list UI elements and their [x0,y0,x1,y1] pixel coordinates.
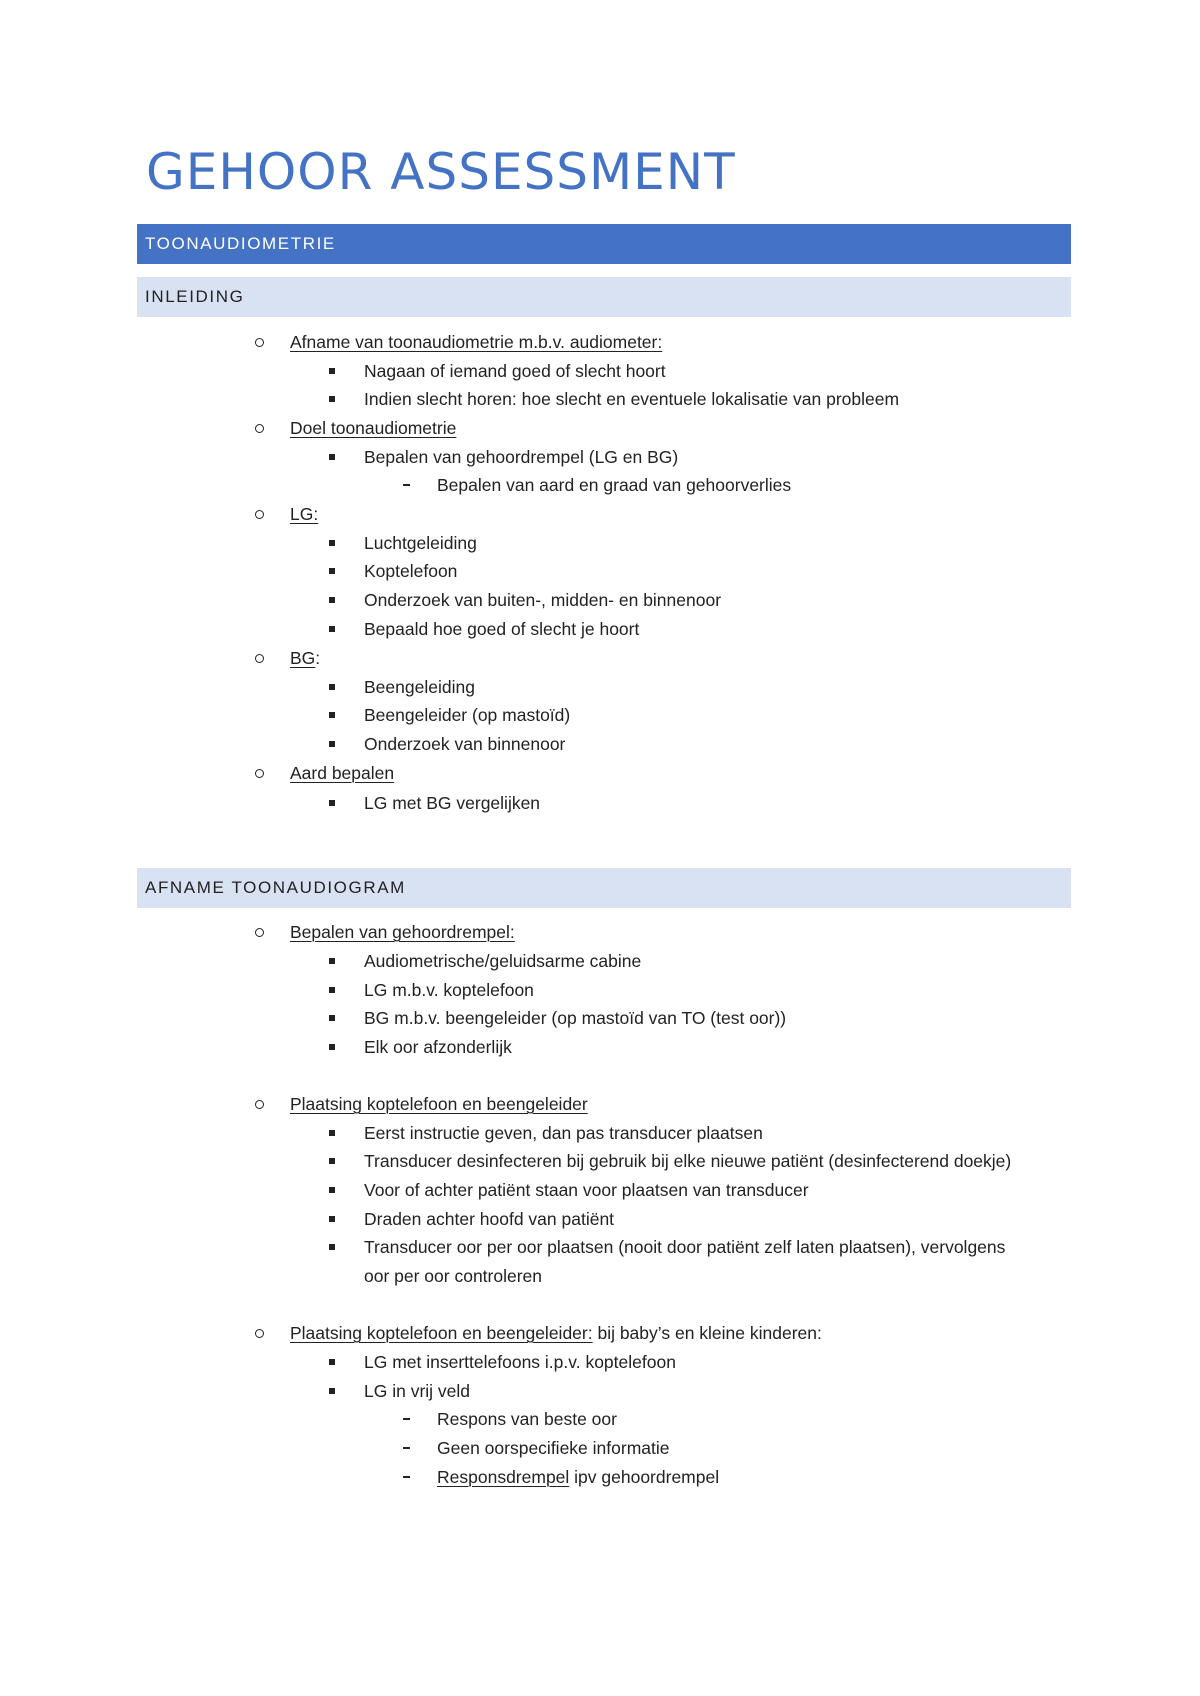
list-item-label: Plaatsing koptelefoon en beengeleider: [290,1323,593,1343]
bullet-dash-icon [399,1463,413,1491]
bullet-square-icon [325,1033,339,1061]
bullet-square-icon [325,976,339,1004]
list-item-continuation: oor per oor controleren [364,1266,543,1286]
list-item: Onderzoek van buiten-, midden- en binnenoor [364,590,722,610]
list-item: LG: [290,504,319,524]
bullet-square-icon [325,586,339,614]
bullet-square-icon [325,701,339,729]
list-item: Geen oorspecifieke informatie [437,1438,670,1458]
list-item: Doel toonaudiometrie [290,418,457,438]
list-item: LG met BG vergelijken [364,793,541,813]
list-item: LG m.b.v. koptelefoon [364,980,534,1000]
list-item: Voor of achter patiënt staan voor plaatsen van transducer [364,1180,809,1200]
list-item: Afname van toonaudiometrie m.b.v. audiometer: [290,332,663,352]
bullet-square-icon [325,673,339,701]
bullet-circle-icon [252,644,266,672]
list-item: Eerst instructie geven, dan pas transducer plaatsen [364,1123,763,1143]
bullet-dash-icon [399,1434,413,1462]
list-item [290,1319,822,1347]
list-item: Luchtgeleiding [364,533,477,553]
list-item-suffix: ipv gehoordrempel [569,1467,720,1487]
list-item: Koptelefoon [364,561,458,581]
list-item: Beengeleiding [364,677,475,697]
bullet-circle-icon [252,1090,266,1118]
bullet-square-icon [325,1176,339,1204]
bullet-circle-icon [252,918,266,946]
list-item: LG in vrij veld [364,1381,471,1401]
bullet-square-icon [325,789,339,817]
list-item: Bepaald hoe goed of slecht je hoort [364,619,640,639]
list-item: Elk oor afzonderlijk [364,1037,512,1057]
subheading-inleiding: INLEIDING [137,277,1071,317]
list-item: Aard bepalen [290,763,395,783]
bullet-square-icon [325,615,339,643]
list-item-label: BG [290,648,316,668]
list-item: Nagaan of iemand goed of slecht hoort [364,361,666,381]
list-item-label: Responsdrempel [437,1467,570,1487]
list-item: Plaatsing koptelefoon en beengeleider [290,1094,588,1114]
list-item: Draden achter hoofd van patiënt [364,1209,615,1229]
bullet-square-icon [325,730,339,758]
list-item [437,1463,719,1491]
bullet-square-icon [325,357,339,385]
list-item: Beengeleider (op mastoïd) [364,705,571,725]
list-item: Bepalen van gehoordrempel (LG en BG) [364,447,679,467]
bullet-dash-icon [399,471,413,499]
bullet-square-icon [325,1348,339,1376]
bullet-square-icon [325,1004,339,1032]
bullet-circle-icon [252,1319,266,1347]
list-item-suffix: : [315,648,321,668]
bullet-square-icon [325,1147,339,1175]
bullet-dash-icon [399,1405,413,1433]
bullet-square-icon [325,947,339,975]
list-item: Respons van beste oor [437,1409,617,1429]
document-title: GEHOOR ASSESSMENT [146,143,736,201]
bullet-circle-icon [252,500,266,528]
list-item: LG met inserttelefoons i.p.v. koptelefoon [364,1352,676,1372]
section-heading-toonaudiometrie: TOONAUDIOMETRIE [137,224,1071,264]
bullet-circle-icon [252,414,266,442]
bullet-square-icon [325,1233,339,1261]
bullet-square-icon [325,1119,339,1147]
bullet-square-icon [325,385,339,413]
list-item-suffix: bij baby’s en kleine kinderen: [592,1323,822,1343]
list-item: Transducer oor per oor plaatsen (nooit door patiënt zelf laten plaatsen), vervolgens [364,1237,1006,1257]
list-item: Onderzoek van binnenoor [364,734,566,754]
bullet-circle-icon [252,759,266,787]
subheading-afname-toonaudiogram: AFNAME TOONAUDIOGRAM [137,868,1071,908]
bullet-square-icon [325,443,339,471]
list-item: Indien slecht horen: hoe slecht en eventuele lokalisatie van probleem [364,389,900,409]
list-item: Bepalen van gehoordrempel: [290,922,515,942]
list-item: Bepalen van aard en graad van gehoorverlies [437,475,792,495]
bullet-circle-icon [252,328,266,356]
list-item: Transducer desinfecteren bij gebruik bij elke nieuwe patiënt (desinfecterend doekje) [364,1151,1012,1171]
list-item [290,644,320,672]
bullet-square-icon [325,529,339,557]
bullet-square-icon [325,1205,339,1233]
list-item: Audiometrische/geluidsarme cabine [364,951,642,971]
bullet-square-icon [325,557,339,585]
list-item: BG m.b.v. beengeleider (op mastoïd van TO (test oor)) [364,1008,787,1028]
bullet-square-icon [325,1377,339,1405]
